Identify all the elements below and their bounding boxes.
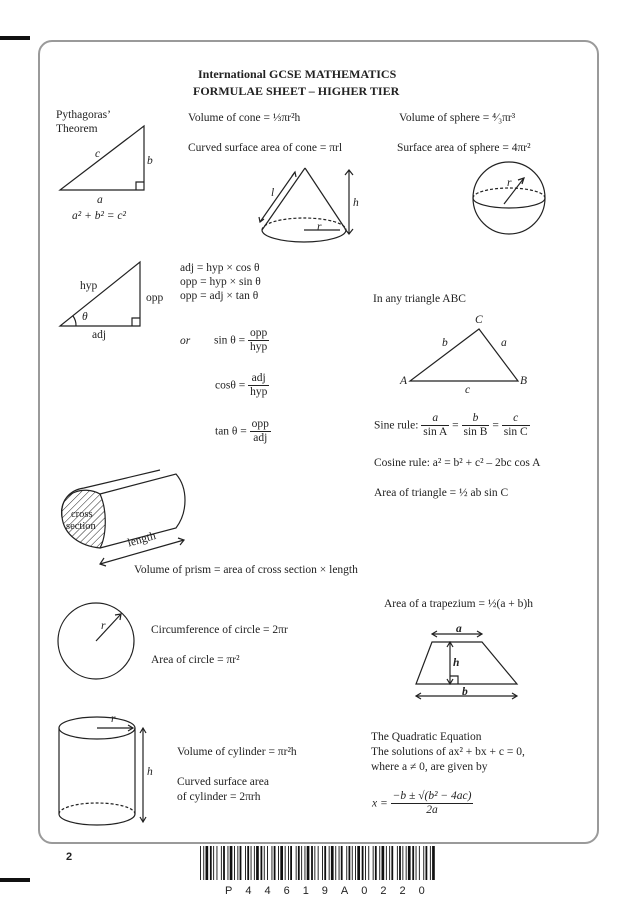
tangent-ratio-fraction [250,418,271,445]
sine-rule-num-b: b [462,412,490,426]
pythagoras-formula: a² + b² = c² [72,210,126,222]
cylinder-label-h: h [147,766,153,778]
tangent-ratio-den: adj [253,432,268,444]
abc-side-c: c [465,384,471,396]
cone-diagram [259,168,353,242]
sheet-subtitle: FORMULAE SHEET – HIGHER TIER [193,84,400,98]
sine-ratio-lhs: sin θ = [214,334,246,347]
sphere-label-r: r [507,177,512,189]
abc-side-a: a [501,337,507,349]
triangle-area-formula: Area of triangle = ½ ab sin C [374,487,509,499]
cylinder-curved-label: Curved surface area [177,776,269,788]
trapezium-area-formula: Area of a trapezium = ½(a + b)h [384,598,533,610]
cosine-rule: Cosine rule: a² = b² + c² – 2bc cos A [374,457,541,469]
trig-label-adj: adj [92,329,107,341]
quadratic-fraction [391,790,474,817]
cosine-ratio-den: hyp [250,386,268,398]
sine-rule-frac-a [421,412,449,439]
sine-ratio-fraction [248,327,269,354]
cylinder-diagram [59,717,146,825]
cylinder-volume-formula: Volume of cylinder = πr²h [177,746,297,758]
trig-label-theta: θ [82,311,88,323]
trig-formula-adj: adj = hyp × cos θ [180,262,260,274]
sphere-diagram [473,162,545,234]
sine-rule-den-c: sin C [503,426,528,438]
trig-formula-opp-tan: opp = adj × tan θ [180,290,259,302]
sine-ratio [214,327,269,354]
circle-circumference-formula: Circumference of circle = 2πr [151,624,288,636]
cosine-ratio [215,372,269,399]
cone-label-h: h [353,197,359,209]
sine-ratio-den: hyp [250,341,268,353]
cone-curved-surface-formula: Curved surface area of cone = πrl [188,142,343,154]
sine-rule-den-b: sin B [463,426,488,438]
prism-label-section: section [66,521,96,532]
pythagoras-label-c: c [95,148,101,160]
abc-vertex-c: C [475,314,483,326]
circle-diagram [58,603,134,679]
sine-rule-frac-b [462,412,490,439]
cone-label-l: l [271,187,275,199]
trig-formula-opp-sin: opp = hyp × sin θ [180,276,261,288]
cylinder-curved-formula: of cylinder = 2πrh [177,791,261,803]
barcode [200,846,438,886]
pythagoras-title: Pythagoras’ [56,109,111,121]
prism-label-length: length [126,530,158,550]
quadratic-numerator: −b ± √(b² − 4ac) [392,790,472,802]
trapezium-label-h: h [453,657,460,669]
barcode-number: P44619A0220 [225,885,438,897]
abc-side-b: b [442,337,448,349]
cone-volume-formula: Volume of cone = ⅓πr²h [188,112,301,124]
sine-rule-den-a: sin A [423,426,448,438]
tangent-ratio [215,418,271,445]
tangent-ratio-lhs: tan θ = [215,425,247,438]
prism-label-cross: cross [71,509,93,520]
circle-area-formula: Area of circle = πr² [151,654,240,666]
trapezium-label-a: a [456,623,462,635]
cosine-ratio-fraction [248,372,269,399]
cylinder-label-r: r [111,713,116,725]
abc-vertex-b: B [520,375,528,387]
quadratic-line-2: where a ≠ 0, are given by [371,761,488,773]
abc-vertex-a: A [400,375,408,387]
cone-label-r: r [317,221,322,233]
trapezium-label-b: b [462,686,468,698]
quadratic-denominator: 2a [426,804,438,816]
sine-rule: Sine rule: $\frac{a}{\text{sin A}}$ = $\frac{b}{\text{sin B}}$ = $\frac{c}{\text{sin C}}$ [374,412,528,438]
trig-label-opp: opp [146,292,164,304]
quadratic-lhs: x = [372,797,388,810]
pythagoras-title-2: Theorem [56,123,98,135]
pythagoras-label-b: b [147,155,153,167]
tangent-ratio-num: opp [251,418,269,430]
sheet-title: International GCSE MATHEMATICS [198,67,397,81]
pythagoras-label-a: a [97,194,103,206]
sine-rule-num-a: a [421,412,449,426]
cosine-ratio-lhs: cosθ = [215,379,246,392]
page-number: 2 [66,851,73,863]
any-triangle-title: In any triangle ABC [373,293,466,305]
circle-label-r: r [101,620,106,632]
cosine-ratio-num: adj [248,372,269,386]
quadratic-title: The Quadratic Equation [371,731,482,743]
prism-volume-formula: Volume of prism = area of cross section × length [134,564,358,576]
sine-ratio-num: opp [250,327,268,339]
quadratic-formula [372,790,473,817]
sphere-surface-formula: Surface area of sphere = 4πr² [397,142,531,154]
sine-rule-label: Sine rule: [374,419,419,432]
trig-or: or [180,335,191,347]
trig-triangle [60,262,140,326]
trig-label-hyp: hyp [80,280,98,292]
sine-rule-frac-c [502,412,530,439]
sine-rule-num-c: c [502,412,530,426]
quadratic-line-1: The solutions of ax² + bx + c = 0, [371,746,525,758]
sphere-volume-formula: Volume of sphere = ⁴⁄₃πr³ [399,112,516,124]
